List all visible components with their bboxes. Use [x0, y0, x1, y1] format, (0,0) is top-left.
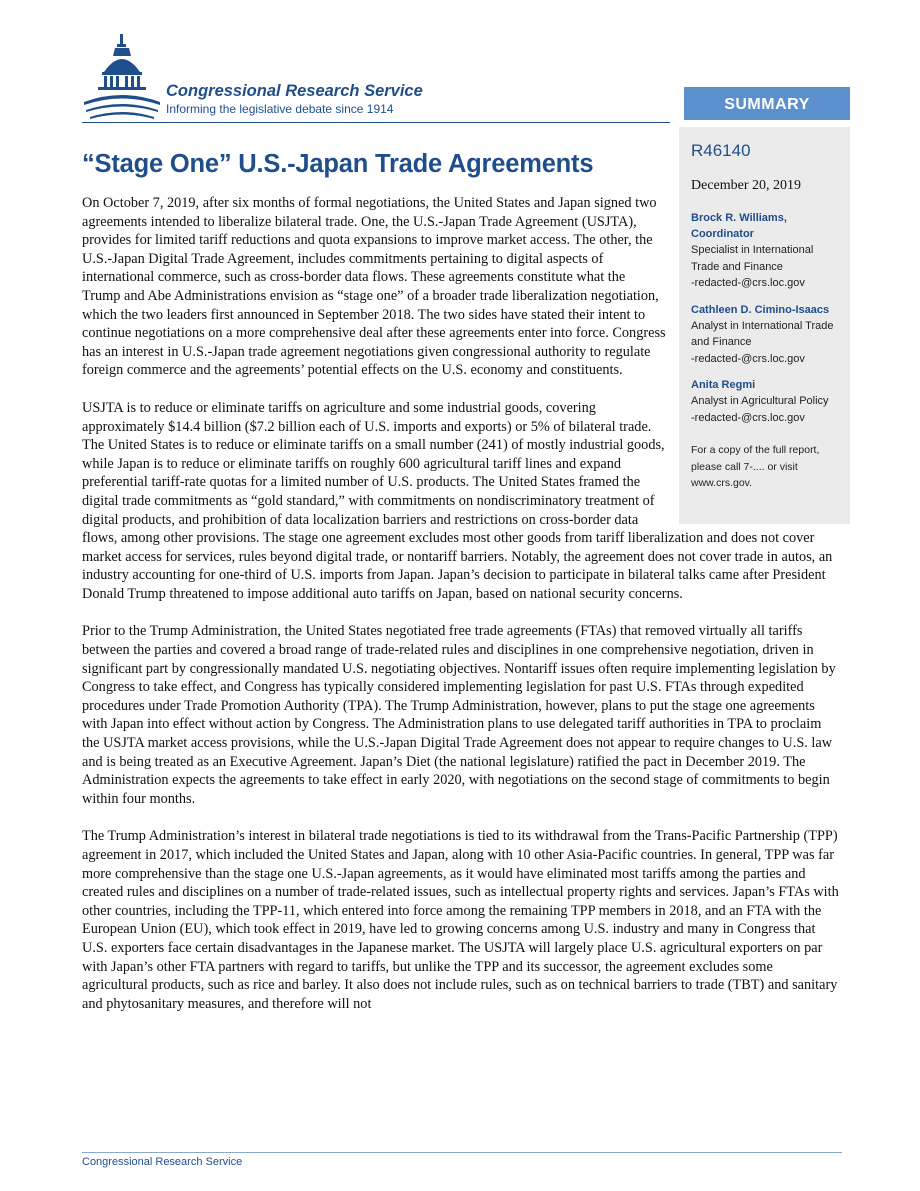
- org-tagline: Informing the legislative debate since 1914: [166, 102, 394, 116]
- paragraph: Prior to the Trump Administration, the United States negotiated free trade agreements (FTAs) that removed virtually all tariffs between the parties and covered a broad range of trade-related rules and disciplines in one comprehensive negotiation, driven in significant part by congressionally mandated U.S. negotiating objectives. Nontariff issues often require implementing legislation by Congress to take effect, and Congress has typically considered implementing legislation for past U.S. FTAs through expedited procedures under Trade Promotion Authority (TPA). The Trump Administration, however, plans to put the stage one agreements with Japan into effect without action by Congress. The Administration plans to use delegated tariff authorities in TPA to proclaim the USJTA market access provisions, while the U.S.-Japan Digital Trade Agreement does not appear to require changes to U.S. law and is being treated as an Executive Agreement. Japan’s Diet (the national legislature) ratified the pact in December 2019. The Administration expects the agreements to take effect in early 2020, with negotiations on the second stage of commitments to begin within four months.: [82, 623, 836, 807]
- summary-tab: SUMMARY: [684, 87, 850, 120]
- summary-body: [82, 194, 842, 1032]
- author-email[interactable]: -redacted-@crs.loc.gov: [691, 277, 805, 289]
- author-title: Analyst in Agricultural Policy: [691, 395, 829, 407]
- sidebar-spacer: [666, 194, 842, 524]
- report-number: R46140: [691, 141, 751, 160]
- author-title: Specialist in International Trade and Finance: [691, 244, 814, 273]
- author-email[interactable]: -redacted-@crs.loc.gov: [691, 352, 805, 365]
- page-header: [82, 32, 672, 124]
- footer-divider: [82, 1152, 842, 1153]
- report-title: “Stage One” U.S.-Japan Trade Agreements: [82, 150, 594, 178]
- author-name: Anita Regmi: [691, 379, 756, 391]
- author-name: Cathleen D. Cimino-Isaacs: [691, 303, 830, 316]
- paragraph: USJTA is to reduce or eliminate tariffs on agriculture and some industrial goods, covering approximately $14.4 billion ($7.2 billion each of U.S. imports and exports) or 5% of bilateral trade. The United States is to reduce or eliminate tariffs on a small number (241) of mostly industrial goods, while Japan is to reduce or eliminate tariffs on roughly 600 agricultural tariff lines and expand preferential tariff-rate quotas for a limited number of U.S. products. The United States framed the digital trade commitments as “gold standard,” with commitments on nondiscriminatory treatment of digital products, and prohibition of data localization barriers and restrictions on cross-border data flows, among other provisions. The stage one agreement excludes most other goods from tariff liberalization and does not cover market access for services, rules beyond digital trade, or nontariff barriers. Notably, the agreement does not cover trade in autos, an industry accounting for one-third of U.S. imports from Japan. Japan’s decision to participate in bilateral talks came after President Donald Trump threatened to impose additional auto tariffs on Japan, based on national security concerns.: [82, 399, 833, 602]
- capitol-dome-logo-icon: [82, 32, 162, 120]
- footer-org-name: Congressional Research Service: [82, 1156, 243, 1168]
- author-name: Brock R. Williams,: [691, 212, 787, 224]
- paragraph: On October 7, 2019, after six months of formal negotiations, the United States and Japan signed two agreements intended to liberalize bilateral trade. One, the U.S.-Japan Trade Agreement (USJTA), provides for limited tariff reductions and quota expansions to improve market access. The other, the U.S.-Japan Digital Trade Agreement, includes commitments pertaining to digital aspects of international commerce, such as cross-border data flows. These agreements constitute what the Trump and Abe Administrations envision as “stage one” of a broader trade liberalization negotiation, which the two leaders first announced in September 2018. The two sides have stated their intent to continue negotiations on a more comprehensive deal after these agreements enter into force. Congress has an interest in U.S.-Japan trade agreement negotiations given congressional authority to regulate foreign commerce and the agreements’ potential effects on the U.S. economy and constituents.: [82, 195, 666, 379]
- org-name: Congressional Research Service: [166, 82, 423, 100]
- header-divider: [82, 122, 670, 123]
- author-email[interactable]: -redacted-@crs.loc.gov: [691, 411, 805, 424]
- copy-note: For a copy of the full report, please call 7-.... or visit www.crs.gov.: [691, 444, 820, 489]
- author-title: Analyst in International Trade and Finance: [691, 319, 834, 348]
- paragraph: The Trump Administration’s interest in bilateral trade negotiations is tied to its withdrawal from the Trans-Pacific Partnership (TPP) agreement in 2017, which included the United States and Japan, along with 10 other Asia-Pacific countries. In general, TPP was far more comprehensive than the stage one U.S.-Japan agreements, as it would have eliminated most tariffs among the parties and created rules and disciplines on a number of trade-related issues, such as intellectual property rights and services. Japan’s FTAs with other countries, including the TPP-11, which entered into force among the remaining TPP members in 2018, and an FTA with the European Union (EU), which took effect in 2019, have led to growing concerns among U.S. industry and many in Congress that U.S. exporters face certain disadvantages in the Japanese market. The USJTA will largely place U.S. agricultural exporters on par with Japan’s other FTA partners with regard to tariffs, but unlike the TPP and its successor, the agreement excludes some agricultural products, such as rice and barley. It also does not include rules, such as on technical barriers to trade (TBT) and sanitary and phytosanitary measures, and therefore will not: [82, 828, 839, 1012]
- author-role: Coordinator: [691, 228, 754, 240]
- report-date: December 20, 2019: [691, 178, 802, 193]
